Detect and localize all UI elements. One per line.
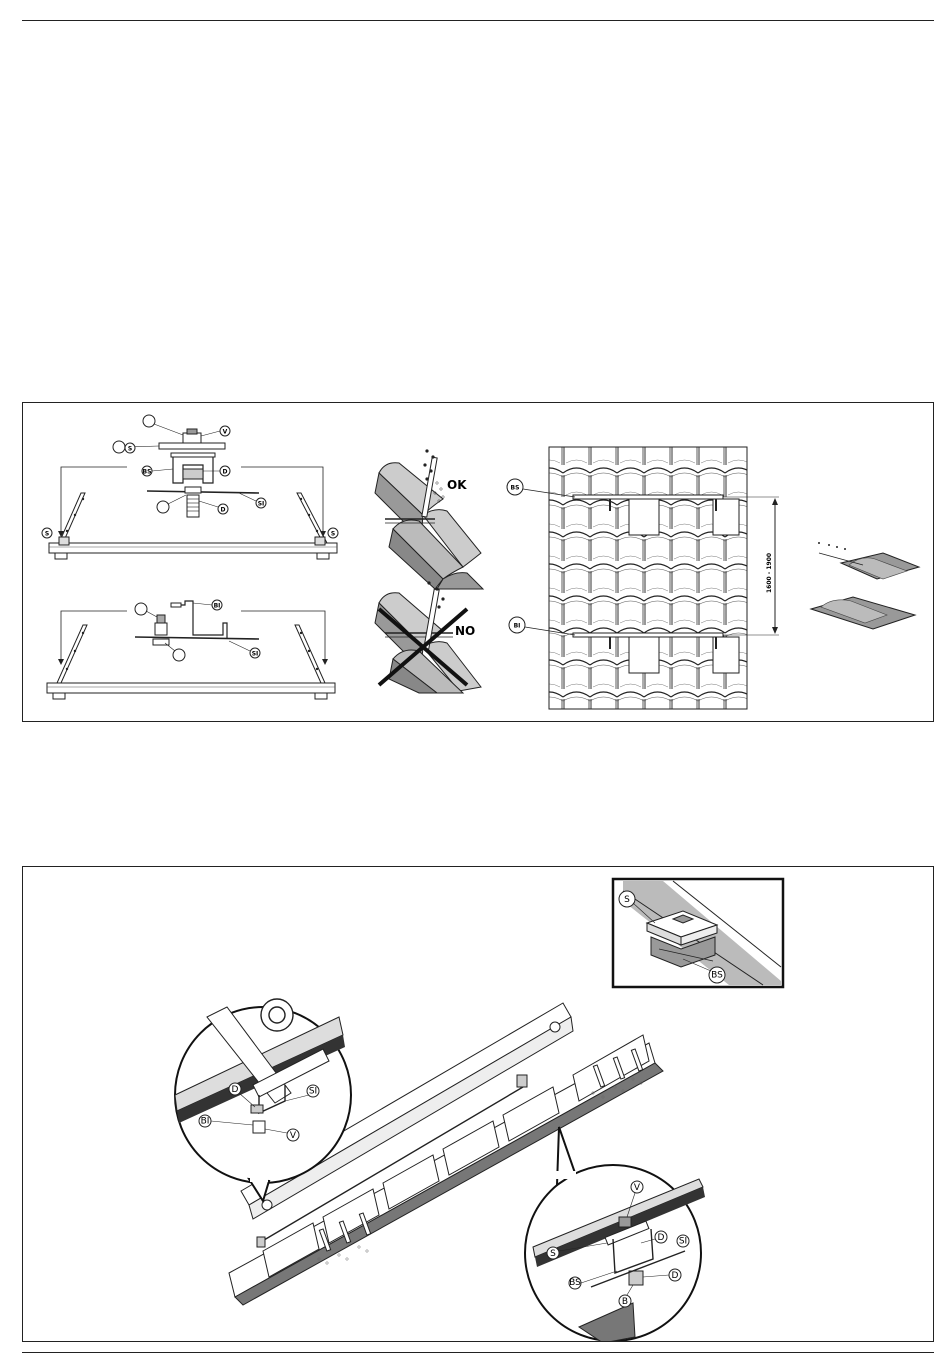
label-d-top: D (222, 468, 228, 476)
right-circle-detail (525, 1127, 705, 1341)
inset-detail-box (613, 879, 783, 987)
right-label-d-bottom: D (671, 1271, 679, 1281)
frame-top-assembly (42, 415, 338, 559)
right-label-s: S (550, 1249, 556, 1259)
label-bs: BS (142, 468, 152, 476)
label-bi-top: BI (213, 602, 221, 610)
no-label: NO (455, 624, 476, 638)
inset-label-bs: BS (711, 970, 723, 981)
label-si-bottom: SI (251, 650, 259, 658)
right-label-b: B (621, 1297, 629, 1307)
inset-label-s: S (624, 895, 630, 905)
roof-tile-field (507, 447, 779, 709)
label-si-top: SI (257, 500, 265, 508)
figure-panel-2 (22, 866, 934, 1342)
left-label-v: V (289, 1131, 297, 1141)
right-label-v: V (633, 1183, 641, 1193)
top-rule (22, 20, 934, 21)
small-tiles-illustration (811, 542, 919, 629)
left-label-si: SI (308, 1086, 318, 1097)
bottom-rule (22, 1352, 934, 1353)
label-s-left: S (44, 530, 50, 538)
ok-tiles-illustration (375, 449, 483, 589)
figure-2-illustration (23, 867, 933, 1341)
label-bs-roof: BS (510, 484, 520, 492)
left-label-d: D (231, 1085, 239, 1095)
left-label-bi: BI (200, 1116, 210, 1127)
no-tiles-illustration (375, 581, 481, 693)
ok-label: OK (447, 478, 467, 492)
label-v: V (222, 428, 228, 436)
dimension-label: 1600 - 1900 (766, 552, 773, 593)
label-d-bottom: D (220, 506, 226, 514)
right-label-si: SI (678, 1236, 688, 1247)
label-bi-roof: BI (513, 622, 521, 630)
right-label-d-top: D (657, 1233, 665, 1243)
figure-panel-1 (22, 402, 934, 722)
label-s: S (127, 445, 133, 453)
right-label-bs: BS (569, 1278, 581, 1288)
label-s-right: S (330, 530, 336, 538)
figure-1-illustration (23, 403, 933, 721)
frame-bottom-assembly (47, 600, 335, 699)
